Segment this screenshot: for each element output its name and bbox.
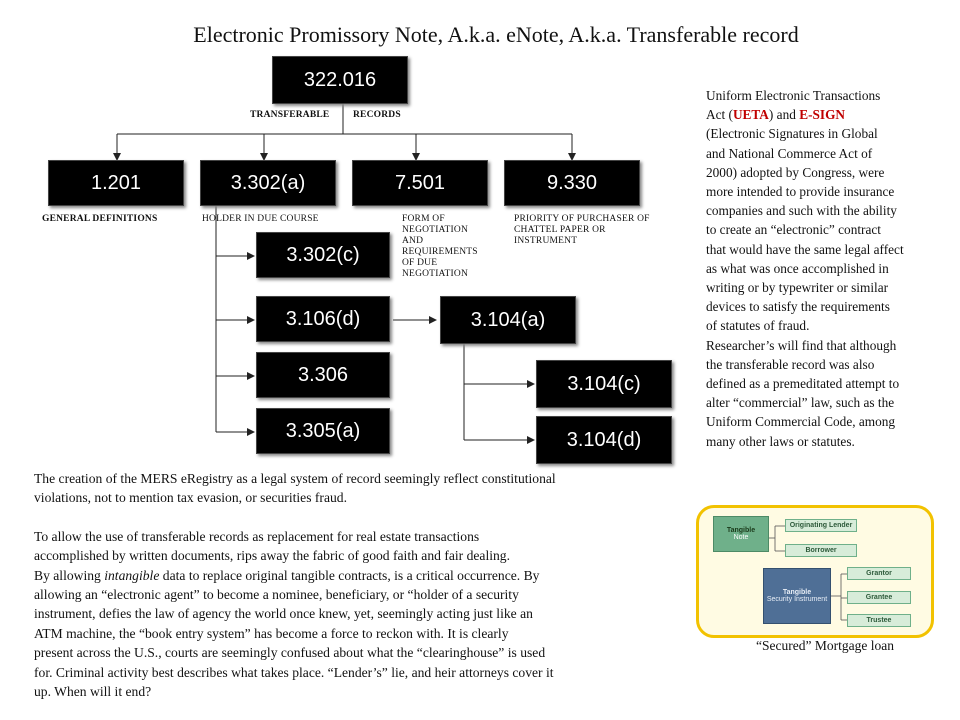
node-322-016: 322.016 <box>272 56 408 104</box>
label-priority-of-purchaser: PRIORITY OF PURCHASER OF CHATTEL PAPER OR INSTRUMENT <box>514 214 650 246</box>
ueta-esign-note: Uniform Electronic Transactions Act (UETA) and E-SIGN (Electronic Signatures in Global and National Commerce Act of 2000) adopted by Congress, were more intended to provide insurance companies and such with the ability to create an “electronic” contract that would have the same legal affect as what was once accomplished in writing or by typewriter or similar devices to satisfy the requirements of statutes of fraud. Researcher’s will find that although the transferable record was also defined as a premeditated attempt to alter “commercial” law, such as the Uniform Commercial Code, among many other laws or statutes. <box>706 88 904 449</box>
borrower-box: Borrower <box>785 544 857 557</box>
node-3-104d: 3.104(d) <box>536 416 672 464</box>
root-label-left: TRANSFERABLE <box>250 110 330 120</box>
node-3-306: 3.306 <box>256 352 390 398</box>
node-9-330: 9.330 <box>504 160 640 206</box>
node-3-305a: 3.305(a) <box>256 408 390 454</box>
node-1-201: 1.201 <box>48 160 184 206</box>
label-general-definitions: GENERAL DEFINITIONS <box>42 214 158 224</box>
originating-lender-box: Originating Lender <box>785 519 857 532</box>
body-text: The creation of the MERS eRegistry as a legal system of record seemingly reflect constitutional violations, not to mention tax evasion, or securities fraud. To allow the use of transferable records as replacement for real estate transactions accomplished by written documents, rips away the fabric of good faith and fair dealing. By allowing intangible data to replace original tangible contracts, is a critical occurrence. By allowing an “electronic agent” to become a nominee, beneficiary, or “holder of a security instrument, defies the law of agency the world once knew, yet, seemingly acting just like an ATM machine, the “book entry system” has become a force to reckon with. It is clearly present across the U.S., courts are seemingly confused about what the “clearinghouse” is used for. Criminal activity best describes what takes place. “Lender’s” lie, and heir attorneys cover it up. When will it end? <box>34 471 556 700</box>
label-form-of-negotiation: FORM OF NEGOTIATION AND REQUIREMENTS OF DUE NEGOTIATION <box>402 214 478 279</box>
root-label-right: RECORDS <box>353 110 401 120</box>
node-7-501: 7.501 <box>352 160 488 206</box>
node-3-302a: 3.302(a) <box>200 160 336 206</box>
node-3-104c: 3.104(c) <box>536 360 672 408</box>
grantor-box: Grantor <box>847 567 911 580</box>
label-holder-in-due-course: HOLDER IN DUE COURSE <box>202 214 319 224</box>
esign-highlight: E-SIGN <box>799 107 846 123</box>
node-3-302c: 3.302(c) <box>256 232 390 278</box>
tangible-security-box: Tangible Security Instrument <box>763 568 831 624</box>
grantee-box: Grantee <box>847 591 911 604</box>
intangible-emphasis: intangible <box>104 567 160 583</box>
trustee-box: Trustee <box>847 614 911 627</box>
mortgage-caption: “Secured” Mortgage loan <box>756 638 894 653</box>
tangible-note-box: Tangible Note <box>713 516 769 552</box>
ueta-highlight: UETA <box>732 107 769 123</box>
page-title: Electronic Promissory Note, A.k.a. eNote, A.k.a. Transferable record <box>193 22 799 47</box>
node-3-104a: 3.104(a) <box>440 296 576 344</box>
node-3-106d: 3.106(d) <box>256 296 390 342</box>
mortgage-loan-diagram <box>696 505 934 638</box>
